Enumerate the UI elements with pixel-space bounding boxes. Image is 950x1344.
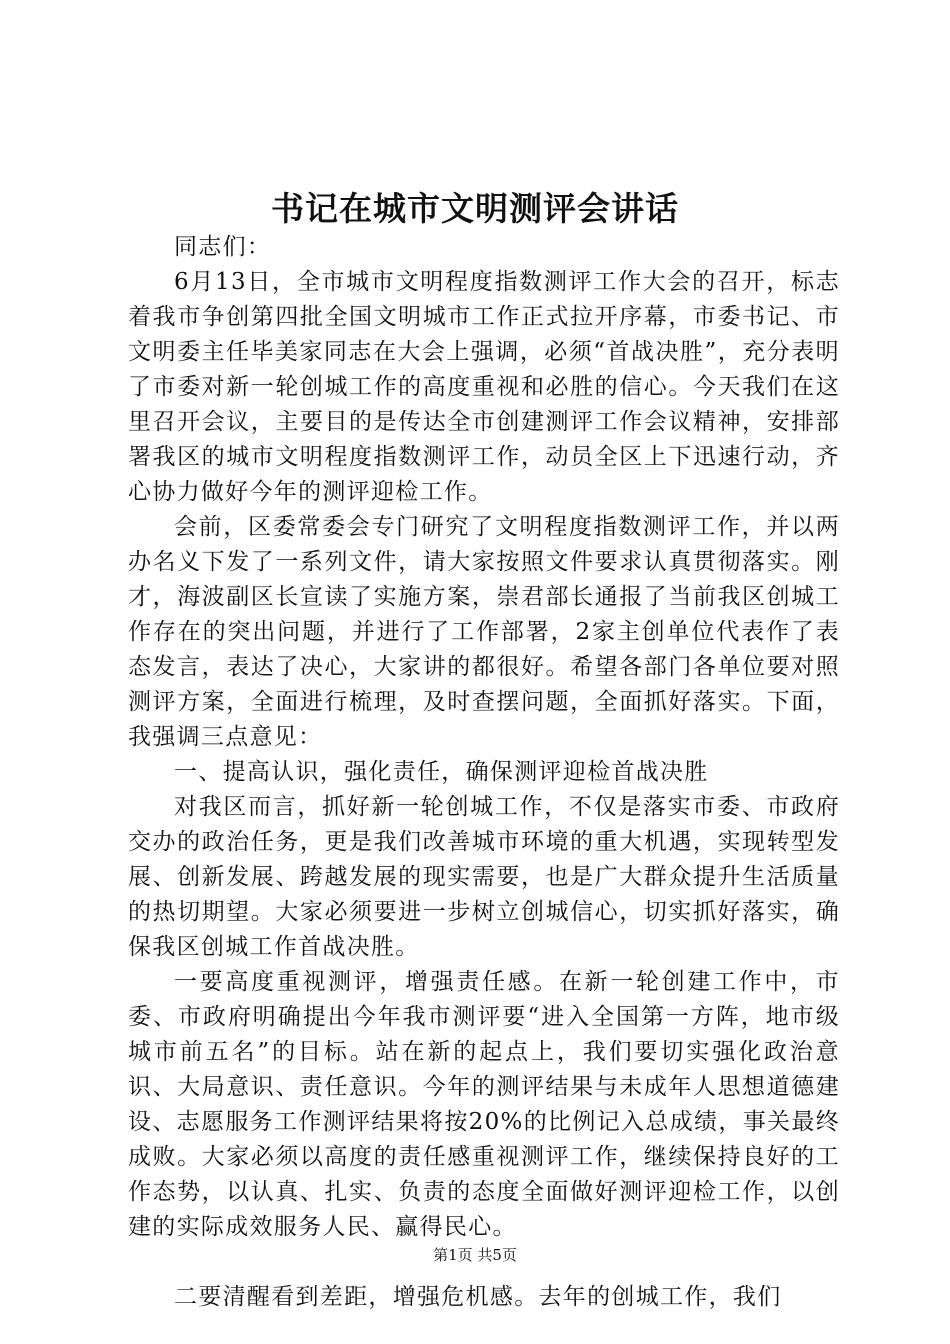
body-paragraph: 6月13日，全市城市文明程度指数测评工作大会的召开，标志着我市争创第四批全国文明城市工作正式拉开序幕，市委书记、市文明委主任毕美家同志在大会上强调，必须“首战决胜”，充分表明了市委对新一轮创城工作的高度重视和必胜的信心。今天我们在这里召开会议，主要目的是传达全市创建测评工作会议精神，安排部署我区的城市文明程度指数测评工作，动员全区上下迅速行动，齐心协力做好今年的测评迎检工作。 xyxy=(128,269,840,505)
page-number-footer: 第1页 共5页 xyxy=(433,1246,517,1264)
salutation: 同志们： xyxy=(174,234,272,260)
body-paragraph: 对我区而言，抓好新一轮创城工作，不仅是落实市委、市政府交办的政治任务，更是我们改善城市环境的重大机遇，实现转型发展、创新发展、跨越发展的现实需要，也是广大群众提升生活质量的热切期望。大家必须要进一步树立创城信心，切实抓好落实，确保我区创城工作首战决胜。 xyxy=(128,794,840,960)
body-paragraph: 二要清醒看到差距，增强危机感。去年的创城工作，我们 xyxy=(174,1284,782,1310)
body-paragraph: 会前，区委常委会专门研究了文明程度指数测评工作，并以两办名义下发了一系列文件，请大家按照文件要求认真贯彻落实。刚才，海波副区长宣读了实施方案，崇君部长通报了当前我区创城工作存在的突出问题，并进行了工作部署，2家主创单位代表作了表态发言，表达了决心，大家讲的都很好。希望各部门各单位要对照测评方案，全面进行梳理，及时查摆问题，全面抓好落实。下面，我强调三点意见： xyxy=(128,514,840,750)
document-title: 书记在城市文明测评会讲话 xyxy=(271,189,679,228)
document-body xyxy=(128,230,840,1315)
body-paragraph: 一要高度重视测评，增强责任感。在新一轮创建工作中，市委、市政府明确提出今年我市测评要“进入全国第一方阵，地市级城市前五名”的目标。站在新的起点上，我们要切实强化政治意识、大局意识、责任意识。今年的测评结果与未成年人思想道德建设、志愿服务工作测评结果将按20%的比例记入总成绩，事关最终成败。大家必须以高度的责任感重视测评工作，继续保持良好的工作态势，以认真、扎实、负责的态度全面做好测评迎检工作，以创建的实际成效服务人民、赢得民心。 xyxy=(128,969,840,1240)
section-heading: 一、提高认识，强化责任，确保测评迎检首战决胜 xyxy=(174,759,709,785)
